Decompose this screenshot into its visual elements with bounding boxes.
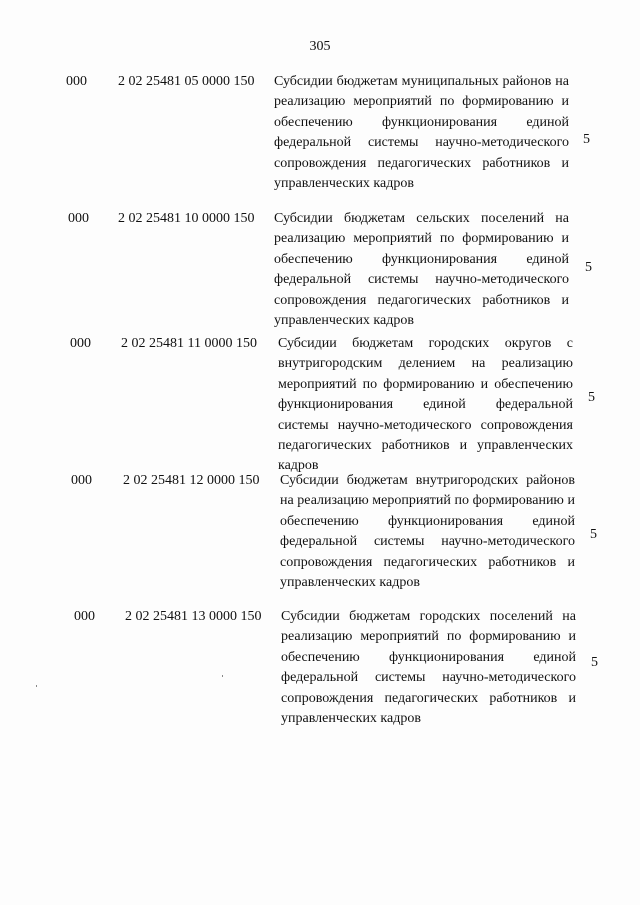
amount-value: 5 bbox=[590, 527, 597, 542]
budget-classification-code: 2 02 25481 05 0000 150 bbox=[118, 74, 255, 89]
page-number: 305 bbox=[309, 39, 331, 54]
admin-code: 000 bbox=[71, 473, 92, 488]
admin-code: 000 bbox=[74, 609, 95, 624]
admin-code: 000 bbox=[70, 336, 91, 351]
amount-value: 5 bbox=[588, 390, 595, 405]
budget-classification-code: 2 02 25481 11 0000 150 bbox=[121, 336, 257, 351]
income-description: Субсидии бюджетам сельских поселений на реализацию мероприятий по формированию и обеспечению функционирования единой федеральной системы научно-методического сопровождения педагогических работников и управленческих кадров bbox=[274, 211, 569, 329]
budget-classification-code: 2 02 25481 12 0000 150 bbox=[123, 473, 260, 488]
amount-value: 5 bbox=[585, 260, 592, 275]
income-description: Субсидии бюджетам муниципальных районов на реализацию мероприятий по формированию и обеспечению функционирования единой федеральной системы научно-методического сопровождения педагогических работников и управленческих кадров bbox=[274, 74, 569, 192]
admin-code: 000 bbox=[66, 74, 87, 89]
scan-speck bbox=[36, 685, 37, 687]
admin-code: 000 bbox=[68, 211, 89, 226]
budget-classification-code: 2 02 25481 13 0000 150 bbox=[125, 609, 262, 624]
scan-speck bbox=[222, 675, 223, 677]
income-description: Субсидии бюджетам городских округов с внутригородским делением на реализацию мероприятий по формированию и обеспечению функционирования единой федеральной системы научно-методического сопровождения педагогических работников и управленческих кадров bbox=[278, 336, 573, 474]
amount-value: 5 bbox=[583, 132, 590, 147]
income-description: Субсидии бюджетам городских поселений на реализацию мероприятий по формированию и обеспечению функционирования единой федеральной системы научно-методического сопровождения педагогических работников и управленческих кадров bbox=[281, 609, 576, 727]
income-description: Субсидии бюджетам внутригородских районов на реализацию мероприятий по формированию и обеспечению функционирования единой федеральной системы научно-методического сопровождения педагогических работников и управленческих кадров bbox=[280, 473, 575, 591]
budget-classification-code: 2 02 25481 10 0000 150 bbox=[118, 211, 255, 226]
amount-value: 5 bbox=[591, 655, 598, 670]
